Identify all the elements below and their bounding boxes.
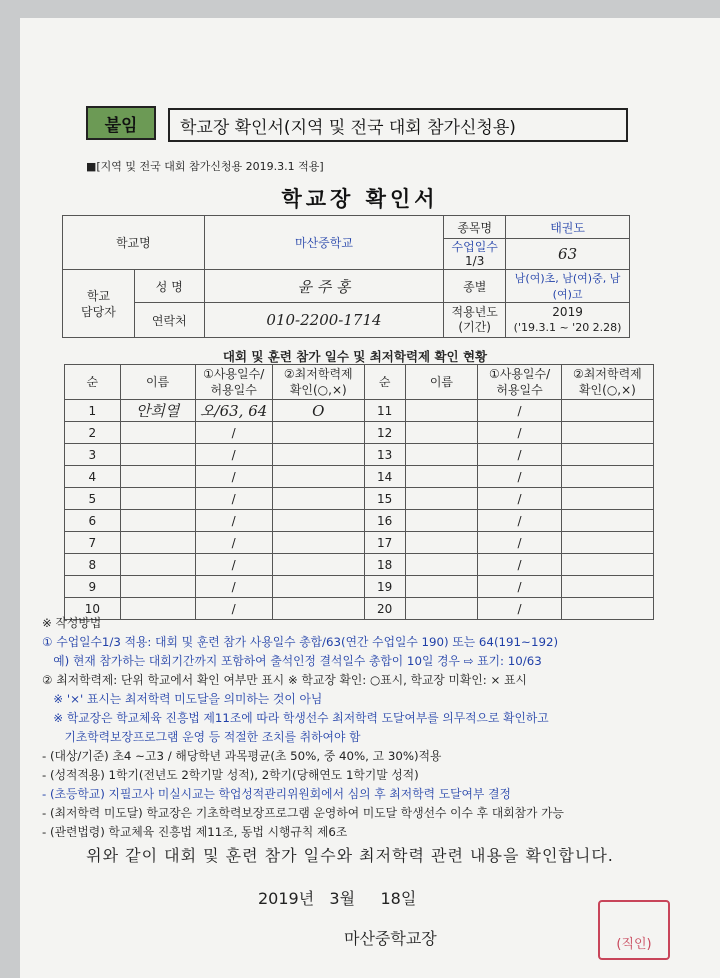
- header-name: 이름: [120, 365, 195, 400]
- row-days: /: [195, 598, 272, 620]
- header-check-right: [561, 365, 653, 400]
- official-seal: (직인): [598, 900, 670, 960]
- section-title: 대회 및 훈련 참가 일수 및 최저학력제 확인 현황: [222, 349, 488, 364]
- row-days-right: /: [478, 576, 562, 598]
- header-name-right: 이름: [405, 365, 478, 400]
- row-days: /: [195, 554, 272, 576]
- row-check: [272, 488, 364, 510]
- days-label: [444, 239, 506, 270]
- row-days: /: [195, 422, 272, 444]
- row-days: /: [195, 532, 272, 554]
- header-no-right: 순: [364, 365, 405, 400]
- instruction-line: ② 최저학력제: 단위 학교에서 확인 여부만 표시 ※ 학교장 확인: ○표시, 학교장 미확인: × 표시: [42, 673, 527, 687]
- confirmation-statement: 위와 같이 대회 및 훈련 참가 일수와 최저학력 관련 내용을 확인합니다.: [86, 846, 614, 865]
- row-no-right: 18: [364, 554, 405, 576]
- row-name-right: [405, 488, 478, 510]
- header-check-2: 확인(○,×): [289, 383, 347, 397]
- row-no-right: 16: [364, 510, 405, 532]
- row-days-right: /: [478, 532, 562, 554]
- row-no: 3: [65, 444, 121, 466]
- row-name: [120, 532, 195, 554]
- row-days: /: [195, 576, 272, 598]
- row-name: [120, 422, 195, 444]
- row-no-right: 13: [364, 444, 405, 466]
- instruction-line: - (초등학교) 지필고사 미실시교는 학업성적관리위원회에서 심의 후 최저학력 도달여부 결정: [42, 787, 511, 801]
- row-no: 1: [65, 400, 121, 422]
- header-days-right-1: ①사용일수/: [488, 367, 551, 381]
- row-name: [120, 466, 195, 488]
- gender-value: 남(여)초, 남(여)중, 남(여)고: [506, 270, 630, 303]
- row-name: 안희열: [120, 400, 195, 422]
- row-check: [272, 554, 364, 576]
- row-no-right: 12: [364, 422, 405, 444]
- school-value: 마산중학교: [204, 216, 444, 270]
- instruction-line: 예) 현재 참가하는 대회기간까지 포함하여 출석인정 결석일수 총합이 10일 경우 ⇨ 표기: 10/63: [42, 654, 542, 668]
- row-no-right: 11: [364, 400, 405, 422]
- row-check-right: [561, 576, 653, 598]
- row-name: [120, 510, 195, 532]
- issue-date: 2019년 3월 18일: [258, 889, 417, 908]
- contact-label: 연락처: [134, 303, 204, 338]
- header-title: 학교장 확인서(지역 및 전국 대회 참가신청용): [168, 108, 628, 142]
- info-table: [62, 215, 630, 338]
- instruction-line: ① 수업일수1/3 적용: 대회 및 훈련 참가 사용일수 총합/63(연간 수업일수 190) 또는 64(191~192): [42, 635, 559, 649]
- table-row: [65, 444, 654, 466]
- days-label-2: 1/3: [465, 254, 485, 268]
- instruction-line: - (최저학력 미도달) 학교장은 기초학력보장프로그램 운영하여 미도달 학생선수 이수 후 대회참가 가능: [42, 806, 564, 820]
- instruction-line: - (대상/기준) 초4 ~고3 / 해당학년 과목평균(초 50%, 중 40%, 고 30%)적용: [42, 749, 442, 763]
- school-label: 학교명: [63, 216, 205, 270]
- table-row: [65, 466, 654, 488]
- year-value-2: ('19.3.1 ~ '20 2.28): [513, 321, 622, 334]
- manager-label-1: 학교: [86, 288, 111, 303]
- row-name-right: [405, 576, 478, 598]
- year-label: [444, 303, 506, 338]
- form-note: ■[지역 및 전국 대회 참가신청용 2019.3.1 적용]: [86, 160, 324, 173]
- contact-value: 010-2200-1714: [204, 303, 444, 338]
- year-value: [506, 303, 630, 338]
- row-check-right: [561, 444, 653, 466]
- document-title: 학교장 확인서: [281, 187, 439, 211]
- table-row: [65, 532, 654, 554]
- writing-instructions: [42, 614, 682, 842]
- row-no-right: 19: [364, 576, 405, 598]
- row-name-right: [405, 466, 478, 488]
- row-days-right: /: [478, 554, 562, 576]
- row-check-right: [561, 510, 653, 532]
- row-days-right: /: [478, 466, 562, 488]
- row-no: 5: [65, 488, 121, 510]
- row-no: 2: [65, 422, 121, 444]
- row-days-right: /: [478, 400, 562, 422]
- row-no: 9: [65, 576, 121, 598]
- row-days: /: [195, 488, 272, 510]
- manager-label: [63, 270, 135, 338]
- header-check-right-1: ②최저학력제: [573, 367, 642, 381]
- row-no: 7: [65, 532, 121, 554]
- instruction-line: 기초학력보장프로그램 운영 등 적절한 조치를 취하여야 함: [42, 730, 361, 744]
- row-check-right: [561, 532, 653, 554]
- row-name: [120, 554, 195, 576]
- table-row: [65, 422, 654, 444]
- year-label-1: 적용년도: [451, 305, 498, 319]
- row-no-right: 20: [364, 598, 405, 620]
- row-name-right: [405, 422, 478, 444]
- instruction-line: - (관련법령) 학교체육 진흥법 제11조, 동법 시행규칙 제6조: [42, 825, 348, 839]
- row-days-right: /: [478, 510, 562, 532]
- row-no-right: 15: [364, 488, 405, 510]
- instruction-line: ※ 작성방법: [42, 616, 102, 630]
- instruction-line: ※ '×' 표시는 최저학력 미도달을 의미하는 것이 아님: [42, 692, 323, 706]
- row-days: /: [195, 466, 272, 488]
- table-row: [65, 576, 654, 598]
- row-name: [120, 444, 195, 466]
- row-check-right: [561, 466, 653, 488]
- row-days-right: /: [478, 598, 562, 620]
- year-label-2: (기간): [458, 320, 491, 334]
- header-check-right-2: 확인(○,×): [578, 383, 636, 397]
- row-check: O: [272, 400, 364, 422]
- row-name-right: [405, 532, 478, 554]
- row-no-right: 17: [364, 532, 405, 554]
- row-no: 4: [65, 466, 121, 488]
- row-days: /: [195, 510, 272, 532]
- row-check-right: [561, 488, 653, 510]
- event-label: 종목명: [444, 216, 506, 239]
- table-row: [65, 488, 654, 510]
- row-check: [272, 466, 364, 488]
- row-name-right: [405, 444, 478, 466]
- row-check-right: [561, 422, 653, 444]
- row-check: [272, 576, 364, 598]
- row-name-right: [405, 400, 478, 422]
- table-row: [65, 400, 654, 422]
- row-name: [120, 488, 195, 510]
- instruction-line: - (성적적용) 1학기(전년도 2학기말 성적), 2학기(당해연도 1학기말 성적): [42, 768, 419, 782]
- participation-table: [64, 364, 654, 620]
- row-name-right: [405, 510, 478, 532]
- name-value: 윤 주 홍: [204, 270, 444, 303]
- header-days-right: [478, 365, 562, 400]
- row-check-right: [561, 554, 653, 576]
- signer-title: 마산중학교장: [344, 929, 437, 948]
- gender-label: 종별: [444, 270, 506, 303]
- event-value: 태권도: [506, 216, 630, 239]
- attachment-badge: 붙임: [86, 106, 156, 140]
- header-no: 순: [65, 365, 121, 400]
- header-days: [195, 365, 272, 400]
- row-days-right: /: [478, 488, 562, 510]
- year-value-1: 2019: [552, 305, 583, 319]
- row-check-right: [561, 400, 653, 422]
- row-check: [272, 510, 364, 532]
- row-no-right: 14: [364, 466, 405, 488]
- row-name: [120, 576, 195, 598]
- header-check-1: ②최저학력제: [283, 367, 353, 381]
- name-label: 성 명: [134, 270, 204, 303]
- row-days: 오/63, 64: [195, 400, 272, 422]
- row-no: 8: [65, 554, 121, 576]
- row-days-right: /: [478, 444, 562, 466]
- row-name-right: [405, 554, 478, 576]
- row-days-right: /: [478, 422, 562, 444]
- manager-label-2: 담당자: [81, 304, 116, 319]
- row-check: [272, 422, 364, 444]
- table-row: [65, 510, 654, 532]
- row-days: /: [195, 444, 272, 466]
- instruction-line: ※ 학교장은 학교체육 진흥법 제11조에 따라 학생선수 최저학력 도달여부를 의무적으로 확인하고: [42, 711, 549, 725]
- header-days-right-2: 허용일수: [496, 383, 543, 397]
- row-no: 10: [65, 598, 121, 620]
- header-days-2: 허용일수: [210, 383, 257, 397]
- days-label-1: 수업일수: [451, 240, 498, 254]
- days-value: 63: [506, 239, 630, 270]
- table-row: [65, 554, 654, 576]
- header-days-1: ①사용일수/: [203, 367, 265, 381]
- row-check: [272, 532, 364, 554]
- header-check: [272, 365, 364, 400]
- row-no: 6: [65, 510, 121, 532]
- row-check: [272, 444, 364, 466]
